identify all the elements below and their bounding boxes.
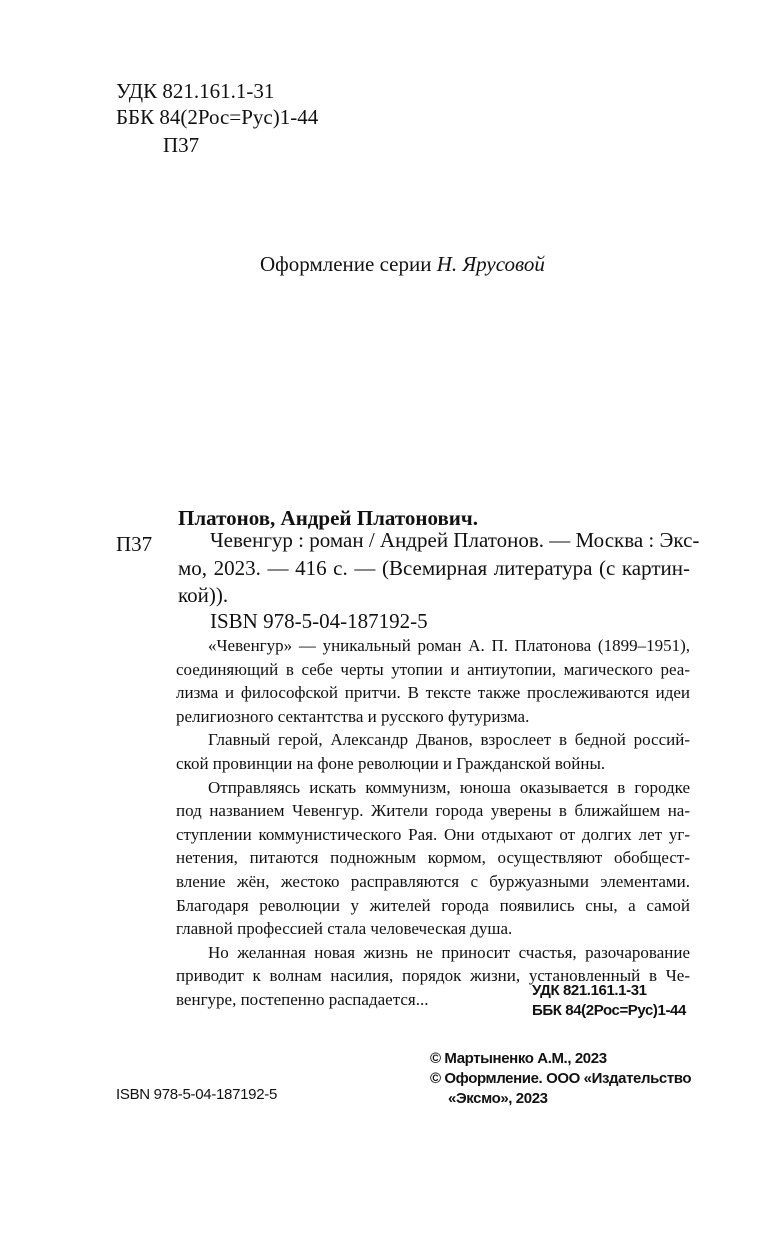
annotation-line: «Чевенгур» — уникальный роман А. П. Платонова (1899–1951),	[208, 636, 690, 655]
isbn: ISBN 978-5-04-187192-5	[210, 609, 428, 633]
annotation-line: приводит к волнам насилия, порядок жизни, установленный в Че-	[176, 966, 690, 986]
annotation-line: Главный герой, Александр Дванов, взрослеет в бедной россий-	[208, 730, 690, 750]
biblio-line: кой)).	[178, 583, 229, 607]
annotation-line: ской провинции на фоне революции и Гражданской войны.	[176, 753, 606, 773]
annotation-line: вление жён, жестоко расправляются с буржуазными элементами.	[176, 871, 690, 891]
copyright-publisher: «Эксмо», 2023	[448, 1090, 548, 1107]
udk-code: УДК 821.161.1-31	[116, 79, 275, 103]
annotation-paragraph	[176, 728, 690, 775]
annotation-line: венгуре, постепенно распадается...	[176, 989, 429, 1009]
bibliographic-description	[178, 527, 700, 610]
cutter-code: П37	[116, 532, 153, 556]
biblio-line: Чевенгур : роман / Андрей Платонов. — Москва : Экс-	[210, 528, 700, 552]
annotation-paragraph	[176, 776, 690, 941]
series-credit-prefix: Оформление серии	[260, 252, 432, 276]
annotation-line: религиозного сектантства и русского футуризма.	[176, 706, 530, 726]
annotation-line: ступлении коммунистического Рая. Они отдыхают от долгих лет уг-	[176, 824, 690, 844]
annotation-line: Но желанная новая жизнь не приносит счастья, разочарование	[208, 942, 690, 962]
author-heading: Платонов, Андрей Платонович.	[178, 506, 478, 530]
annotation-paragraph	[176, 941, 690, 1012]
author-mark: П37	[163, 133, 200, 157]
annotation-paragraph	[176, 634, 690, 728]
footer-bbk: ББК 84(2Рос=Рус)1-44	[532, 1002, 686, 1019]
annotation-line: соединяющий в себе черты утопии и антиутопии, магического реа-	[176, 659, 690, 679]
annotation-line: главной профессией стала человеческая душа.	[176, 919, 513, 939]
biblio-line: мо, 2023. — 416 с. — (Всемирная литература (с картин-	[178, 555, 690, 580]
annotation-line: под названием Чевенгур. Жители города уверены в ближайшем на-	[176, 801, 690, 821]
copyright-author: © Мартыненко А.М., 2023	[430, 1050, 607, 1067]
annotation-line: Благодаря революции у жителей города появились сны, а самой	[176, 895, 690, 915]
copyright-design: © Оформление. ООО «Издательство	[430, 1070, 692, 1087]
footer-udk: УДК 821.161.1-31	[532, 982, 647, 999]
footer-isbn: ISBN 978-5-04-187192-5	[116, 1086, 278, 1103]
annotation-line: Отправляясь искать коммунизм, юноша оказывается в городке	[208, 777, 690, 797]
annotation-line: лизма и философской притчи. В тексте также прослеживаются идеи	[176, 683, 690, 703]
annotation	[176, 634, 690, 1012]
bbk-code: ББК 84(2Рос=Рус)1-44	[116, 105, 319, 129]
series-designer: Н. Ярусовой	[436, 252, 545, 276]
series-design-credit	[260, 252, 545, 277]
annotation-line: нетения, питаются подножным кормом, осуществляют обобщест-	[176, 848, 690, 868]
